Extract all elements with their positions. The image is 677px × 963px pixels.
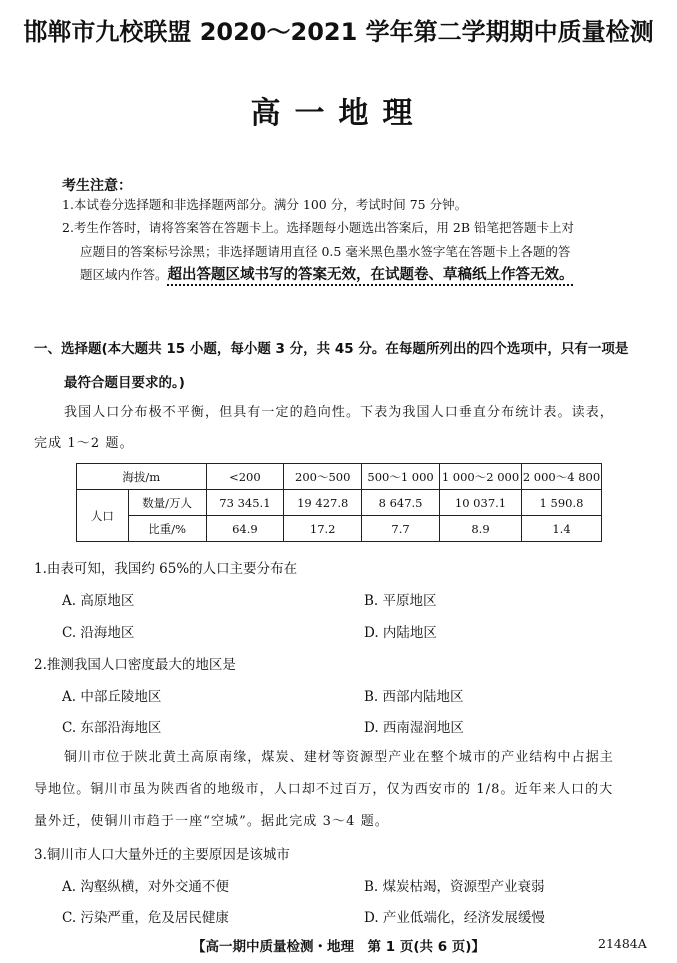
table-row-group-label: 人口 (77, 490, 129, 542)
table-col-header: 200～500 (284, 464, 362, 490)
section-heading-line-2: 最符合题目要求的。) (64, 375, 185, 391)
notice-heading: 考生注意： (62, 178, 132, 194)
table-cell: 19 427.8 (284, 490, 362, 516)
question-3-option-a: A. 沟壑纵横，对外交通不便 (62, 879, 229, 895)
question-1-stem: 1.由表可知，我国约 65%的人口主要分布在 (34, 561, 298, 577)
section-heading-line-1: 一、选择题(本大题共 15 小题，每小题 3 分，共 45 分。在每题所列出的四个选项中，只有一项是 (34, 341, 629, 357)
table-cell: 7.7 (362, 516, 440, 542)
passage-2-line-2: 导地位。铜川市虽为陕西省的地级市，人口却不过百万，仅为西安市的 1/8。近年来人口的大 (34, 782, 614, 797)
table-col-header: <200 (206, 464, 284, 490)
table-row (77, 490, 602, 516)
table-cell: 17.2 (284, 516, 362, 542)
question-3-option-c: C. 污染严重，危及居民健康 (62, 910, 229, 926)
table-cell: 1 590.8 (521, 490, 601, 516)
table-cell: 8 647.5 (362, 490, 440, 516)
passage-2-line-3: 量外迁，使铜川市趋于一座“空城”。据此完成 3～4 题。 (34, 814, 389, 829)
table-header-row (77, 464, 602, 490)
exam-title: 邯郸市九校联盟 2020～2021 学年第二学期期中质量检测 (23, 18, 654, 46)
table-row (77, 516, 602, 542)
question-3-stem: 3.铜川市人口大量外迁的主要原因是该城市 (34, 847, 290, 863)
question-1-option-c: C. 沿海地区 (62, 625, 135, 641)
question-3-option-d: D. 产业低端化，经济发展缓慢 (364, 910, 545, 926)
notice-line-3: 应题目的答案标号涂黑；非选择题请用直径 0.5 毫米黑色墨水签字笔在答题卡上各题的答 (80, 244, 571, 259)
table-cell: 8.9 (440, 516, 522, 542)
paper-code: 21484A (598, 936, 647, 951)
question-3-option-b: B. 煤炭枯竭，资源型产业衰弱 (364, 879, 545, 895)
table-row-label: 比重/% (128, 516, 206, 542)
notice-line-4 (80, 266, 574, 284)
table-header-altitude: 海拔/m (77, 464, 207, 490)
page-footer: 【高一期中质量检测・地理 第 1 页(共 6 页)】 (192, 939, 485, 955)
notice-line-1: 1.本试卷分选择题和非选择题两部分。满分 100 分，考试时间 75 分钟。 (62, 197, 468, 212)
subject-title: 高一地理 (250, 96, 427, 131)
question-1-option-b: B. 平原地区 (364, 593, 437, 609)
table-col-header: 2 000～4 800 (521, 464, 601, 490)
table-cell: 10 037.1 (440, 490, 522, 516)
passage-1-line-1: 我国人口分布极不平衡，但具有一定的趋向性。下表为我国人口垂直分布统计表。读表， (64, 405, 614, 420)
table-col-header: 500～1 000 (362, 464, 440, 490)
notice-emphasis: 超出答题区域书写的答案无效，在试题卷、草稿纸上作答无效。 (167, 267, 574, 283)
passage-2-line-1: 铜川市位于陕北黄土高原南缘，煤炭、建材等资源型产业在整个城市的产业结构中占据主 (64, 750, 614, 765)
passage-1-line-2: 完成 1～2 题。 (34, 436, 134, 451)
table-cell: 73 345.1 (206, 490, 284, 516)
question-1-option-d: D. 内陆地区 (364, 625, 437, 641)
question-2-option-a: A. 中部丘陵地区 (62, 689, 162, 705)
table-cell: 1.4 (521, 516, 601, 542)
table-col-header: 1 000～2 000 (440, 464, 522, 490)
notice-line-2: 2.考生作答时，请将答案答在答题卡上。选择题每小题选出答案后，用 2B 铅笔把答题卡上对 (62, 220, 575, 235)
notice-line-4-text: 题区域内作答。 (80, 267, 168, 282)
question-2-option-b: B. 西部内陆地区 (364, 689, 464, 705)
question-2-option-d: D. 西南湿润地区 (364, 720, 464, 736)
population-altitude-table (76, 463, 602, 542)
question-1-option-a: A. 高原地区 (62, 593, 135, 609)
table-cell: 64.9 (206, 516, 284, 542)
question-2-option-c: C. 东部沿海地区 (62, 720, 162, 736)
table-row-label: 数量/万人 (128, 490, 206, 516)
question-2-stem: 2.推测我国人口密度最大的地区是 (34, 657, 236, 673)
